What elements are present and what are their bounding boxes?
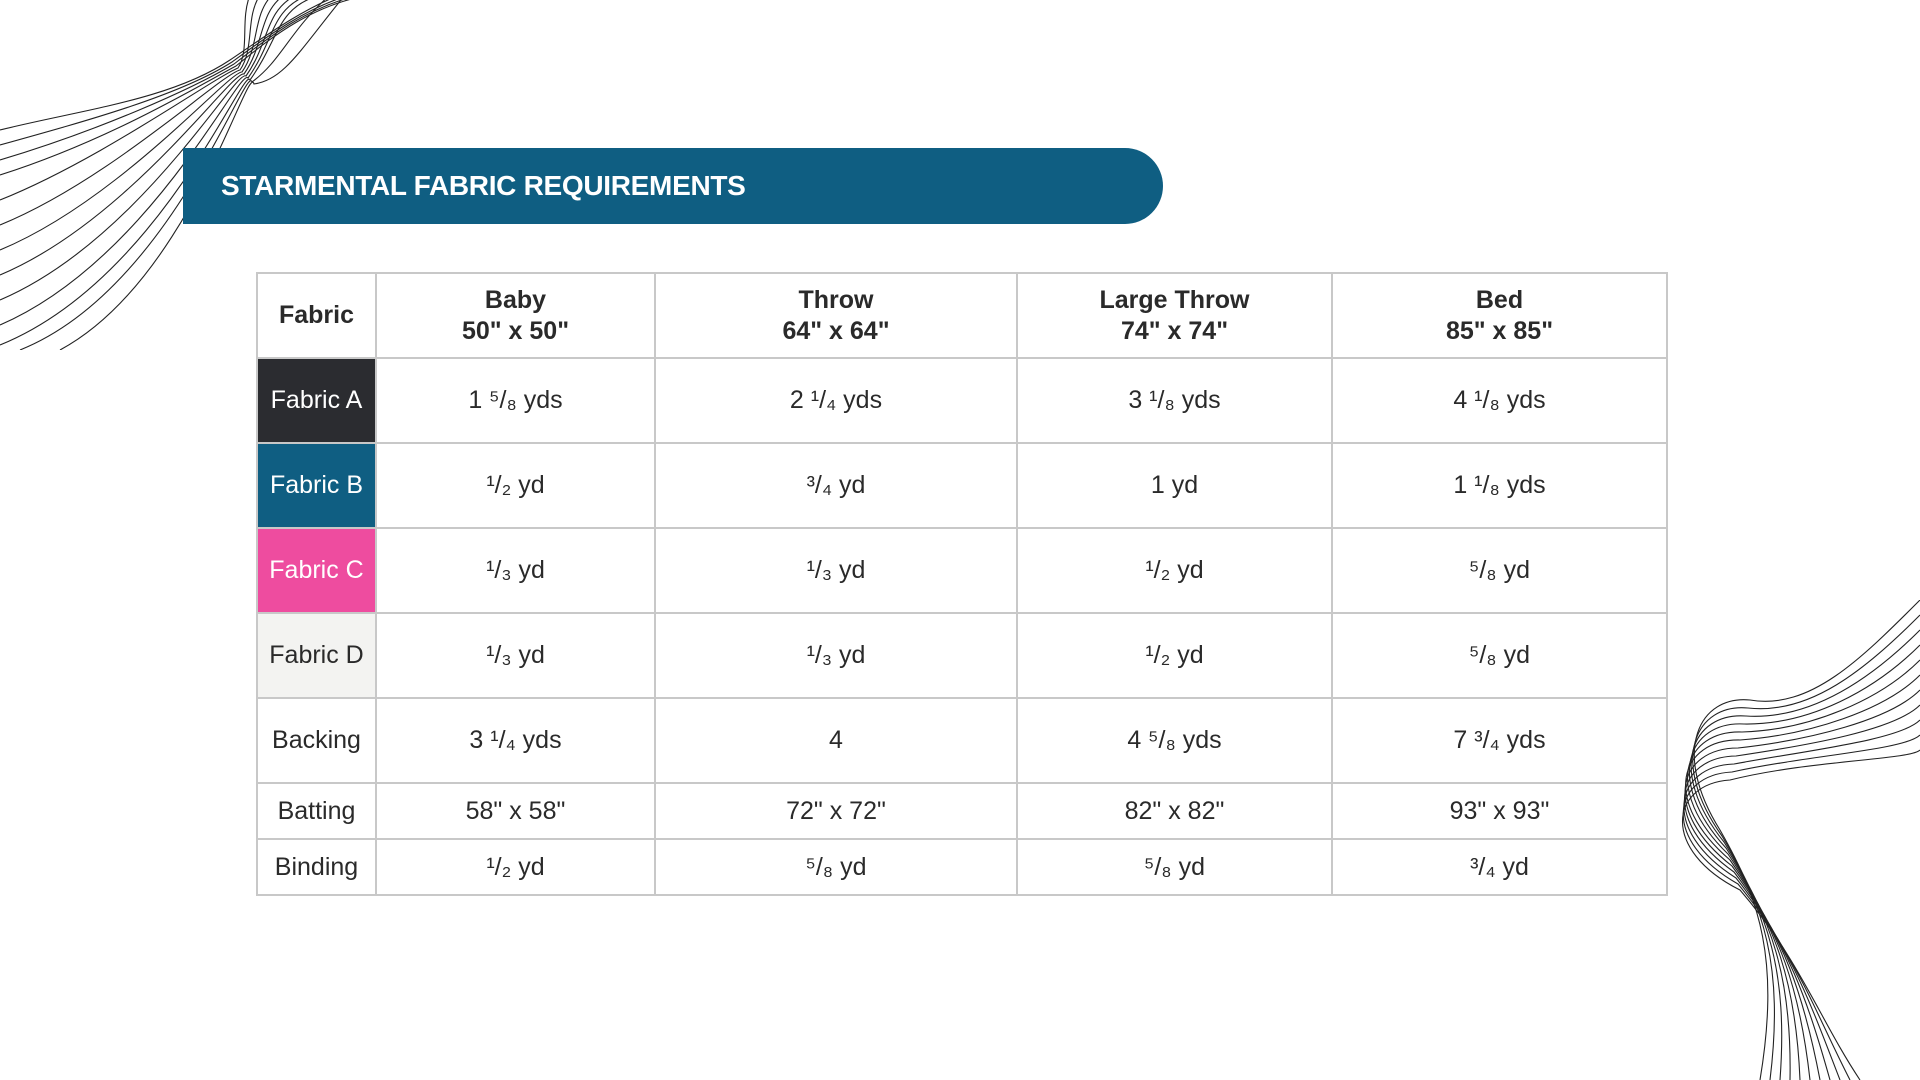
table-cell: 1 ¹/₈ yds: [1332, 443, 1667, 528]
row-label-batting: Batting: [257, 783, 376, 839]
table-row: [257, 358, 1667, 443]
row-label-fabric-c: Fabric C: [257, 528, 376, 613]
row-label-fabric-b: Fabric B: [257, 443, 376, 528]
header-baby: [376, 273, 655, 358]
table-cell: 4: [655, 698, 1017, 783]
header-bed: [1332, 273, 1667, 358]
table-cell: 3 ¹/₄ yds: [376, 698, 655, 783]
table-cell: ³/₄ yd: [655, 443, 1017, 528]
header-large-throw: [1017, 273, 1332, 358]
table-cell: 4 ¹/₈ yds: [1332, 358, 1667, 443]
header-baby-name: Baby: [484, 285, 547, 314]
table-cell: 1 yd: [1017, 443, 1332, 528]
header-throw: [655, 273, 1017, 358]
row-label-fabric-a: Fabric A: [257, 358, 376, 443]
table-header-row: [257, 273, 1667, 358]
table-cell: ¹/₃ yd: [376, 528, 655, 613]
table-cell: 82" x 82": [1017, 783, 1332, 839]
table-row: [257, 783, 1667, 839]
table-cell: ¹/₃ yd: [655, 528, 1017, 613]
header-fabric: Fabric: [257, 273, 376, 358]
header-throw-name: Throw: [798, 285, 874, 314]
header-throw-size: 64" x 64": [782, 316, 890, 345]
row-label-fabric-d: Fabric D: [257, 613, 376, 698]
decorative-wave-lines-bottom-right: [1660, 600, 1920, 1080]
table-cell: 3 ¹/₈ yds: [1017, 358, 1332, 443]
table-cell: ¹/₂ yd: [1017, 613, 1332, 698]
row-label-binding: Binding: [257, 839, 376, 895]
table-cell: 2 ¹/₄ yds: [655, 358, 1017, 443]
table-row: [257, 613, 1667, 698]
table-row: [257, 528, 1667, 613]
header-large-throw-name: Large Throw: [1099, 285, 1250, 314]
table-cell: ⁵/₈ yd: [1332, 528, 1667, 613]
header-baby-size: 50" x 50": [461, 316, 570, 345]
header-large-throw-size: 74" x 74": [1120, 316, 1229, 345]
title-banner: [183, 148, 1163, 224]
header-bed-name: Bed: [1475, 285, 1524, 314]
table-cell: ³/₄ yd: [1332, 839, 1667, 895]
table-cell: ¹/₂ yd: [376, 443, 655, 528]
table-cell: ⁵/₈ yd: [1332, 613, 1667, 698]
table-cell: 4 ⁵/₈ yds: [1017, 698, 1332, 783]
table-cell: 1 ⁵/₈ yds: [376, 358, 655, 443]
table-row: [257, 839, 1667, 895]
table-cell: 93" x 93": [1332, 783, 1667, 839]
row-label-backing: Backing: [257, 698, 376, 783]
table-cell: 7 ³/₄ yds: [1332, 698, 1667, 783]
table-cell: 72" x 72": [655, 783, 1017, 839]
page-title: STARMENTAL FABRIC REQUIREMENTS: [221, 170, 746, 201]
table-row: [257, 443, 1667, 528]
table-cell: ¹/₂ yd: [376, 839, 655, 895]
table-row: [257, 698, 1667, 783]
fabric-requirements-table: [256, 272, 1668, 896]
table-cell: ¹/₂ yd: [1017, 528, 1332, 613]
table-cell: ¹/₃ yd: [655, 613, 1017, 698]
table-cell: 58" x 58": [376, 783, 655, 839]
table-cell: ¹/₃ yd: [376, 613, 655, 698]
header-bed-size: 85" x 85": [1445, 316, 1554, 345]
table-cell: ⁵/₈ yd: [1017, 839, 1332, 895]
table-cell: ⁵/₈ yd: [655, 839, 1017, 895]
